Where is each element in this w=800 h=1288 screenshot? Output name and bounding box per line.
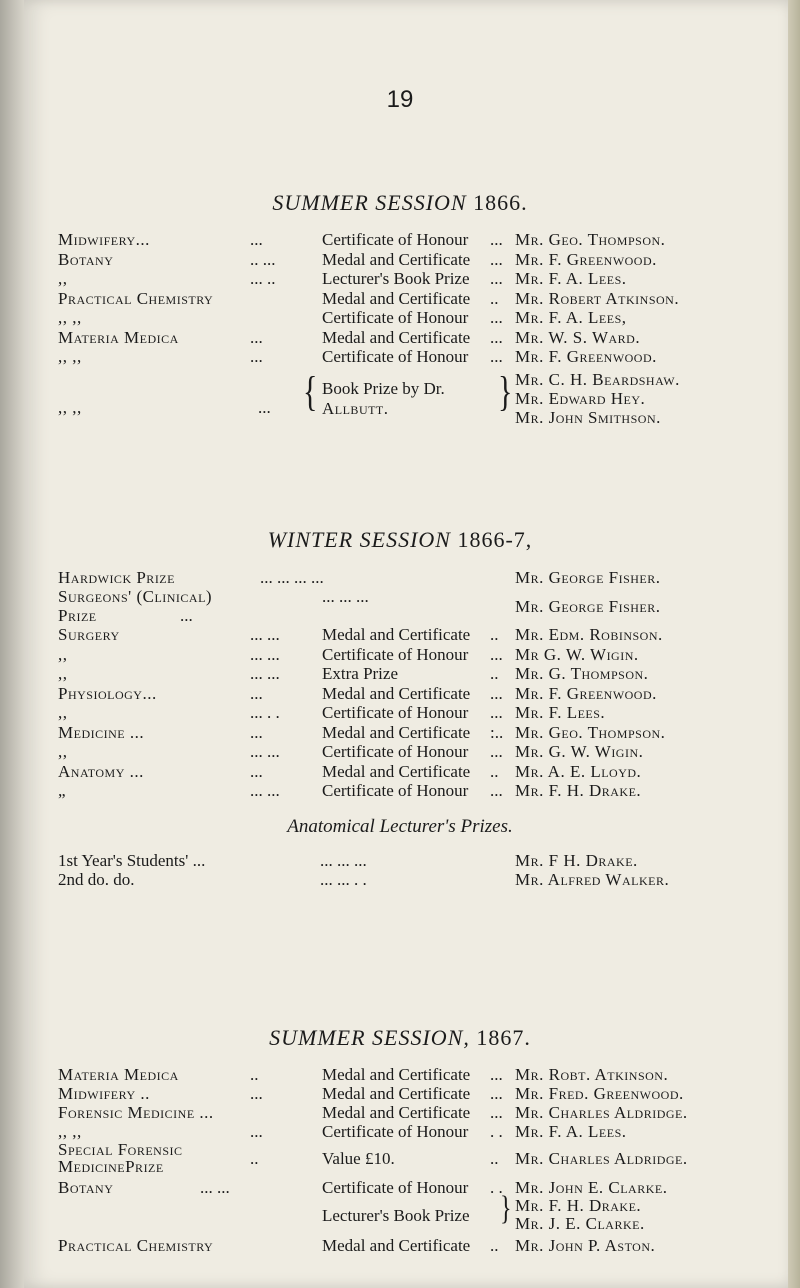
book-prize-line2: Allbutt.: [322, 399, 389, 418]
prize-cell: Lecturer's Book Prize: [322, 269, 470, 288]
leader-dots: ...: [250, 761, 263, 781]
winner-cell: Mr. Edm. Robinson.: [515, 625, 663, 644]
winner-cell: Mr. G. W. Wigin.: [515, 742, 644, 761]
table-row: [0, 347, 800, 367]
winner-cell: Mr. Geo. Thompson.: [515, 722, 666, 742]
summer-1866-year: 1866.: [473, 190, 528, 215]
leader-dots: ...: [250, 230, 263, 249]
table-row: [0, 1103, 800, 1123]
book-prize-row: ,, ,, ...: [58, 398, 271, 417]
table-row: [0, 723, 800, 743]
leader-dots: .. ...: [250, 249, 276, 269]
table-row: [0, 684, 800, 704]
prize-cell: Certificate of Honour: [322, 347, 469, 366]
leader-dots: ...: [490, 644, 503, 664]
page-number: 19: [386, 86, 414, 113]
book-prize-winner-3: Mr. John Smithson.: [515, 408, 661, 427]
subject-cell: „: [58, 781, 67, 800]
subject-cell: 2nd do. do.: [58, 870, 135, 889]
subject-cell: Materia Medica: [58, 327, 179, 347]
winner-cell: Mr. F. A. Lees.: [515, 269, 627, 288]
subject-cell: ,, ,,: [58, 347, 82, 366]
lecturer-1867-row: Lecturer's Book Prize: [322, 1206, 470, 1225]
leader-dots: ... ...: [250, 742, 280, 761]
subject-cell: Materia Medica: [58, 1065, 179, 1084]
leader-dots: ...: [490, 1103, 503, 1122]
leader-dots: ... ... ...: [320, 851, 367, 870]
subject-cell: Midwifery...: [58, 230, 150, 249]
subject-cell: Botany: [58, 249, 114, 269]
table-row: [0, 781, 800, 801]
lecturer-winner-1: Mr. F. H. Drake.: [515, 1196, 642, 1215]
subject-cell: Midwifery ..: [58, 1084, 150, 1103]
practical-1867-row: Practical Chemistry Medal and Certificate .. Mr. John P. Aston.: [58, 1236, 656, 1255]
left-brace: {: [303, 369, 318, 416]
table-row: [0, 870, 800, 890]
leader-dots: ...: [490, 1065, 503, 1084]
table-row: [0, 250, 800, 270]
winner-cell: Mr. F. Greenwood.: [515, 249, 657, 269]
subject-cell: 1st Year's Students' ...: [58, 851, 206, 870]
winner-cell: Mr. F. A. Lees,: [515, 308, 627, 327]
winner-cell: Mr. F. Greenwood.: [515, 347, 657, 366]
leader-dots: ...: [250, 327, 263, 347]
prize-cell: Certificate of Honour: [322, 742, 469, 761]
surgeons-row-1: Surgeons' (Clinical) ... ... ... Mr. George Fisher.: [58, 587, 661, 616]
right-brace: }: [498, 369, 513, 416]
winner-cell: Mr. F H. Drake.: [515, 851, 638, 870]
leader-dots: ...: [250, 683, 263, 703]
leader-dots: ... ... . .: [320, 870, 367, 889]
subject-cell: Anatomy ...: [58, 761, 144, 781]
winner-cell: Mr. Fred. Greenwood.: [515, 1084, 684, 1103]
winner-cell: Mr. Charles Aldridge.: [515, 1103, 688, 1122]
subject-cell: Forensic Medicine ...: [58, 1103, 214, 1122]
winner-cell: Mr. F. Greenwood.: [515, 683, 657, 703]
summer-1866-title: SUMMER SESSION: [272, 190, 467, 215]
prize-cell: Certificate of Honour: [322, 308, 469, 327]
leader-dots: ...: [250, 1084, 263, 1103]
leader-dots: ..: [490, 761, 499, 781]
leader-dots: ...: [490, 347, 503, 366]
table-row: [0, 1084, 800, 1104]
table-row: [0, 851, 800, 871]
winter-1866-title: WINTER SESSION: [267, 527, 451, 552]
subject-cell: Medicine ...: [58, 722, 145, 742]
subject-cell: ,, ,,: [58, 1122, 82, 1141]
leader-dots: ... ...: [250, 644, 280, 664]
winner-cell: Mr. F. H. Drake.: [515, 781, 642, 800]
table-row: [0, 762, 800, 782]
prize-cell: Medal and Certificate: [322, 625, 471, 644]
leader-dots: ... ...: [250, 781, 280, 800]
prize-cell: Certificate of Honour: [322, 1122, 469, 1141]
leader-dots: ...: [490, 781, 503, 800]
subject-cell: Practical Chemistry: [58, 288, 214, 308]
lecturer-winner-2: Mr. J. E. Clarke.: [515, 1214, 645, 1233]
prize-cell: Extra Prize: [322, 664, 398, 683]
leader-dots: ...: [490, 230, 503, 249]
anatomical-heading: Anatomical Lecturer's Prizes.: [287, 816, 513, 837]
book-prize-line1: Book Prize by Dr.: [322, 379, 445, 398]
winner-cell: Mr. Robt. Atkinson.: [515, 1065, 669, 1084]
leader-dots: ... . .: [250, 703, 280, 722]
subject-cell: ,,: [58, 742, 68, 761]
leader-dots: ...: [250, 722, 263, 742]
special-line-2: MedicinePrize ..: [58, 1149, 259, 1176]
winner-cell: Mr. W. S. Ward.: [515, 327, 641, 347]
leader-dots: . .: [490, 1122, 503, 1141]
leader-dots: ...: [490, 683, 503, 703]
prize-cell: Medal and Certificate: [322, 683, 471, 703]
prize-cell: Medal and Certificate: [322, 327, 471, 347]
winter-1866-heading: [0, 527, 800, 553]
subject-cell: ,,: [58, 269, 68, 288]
leader-dots: ..: [490, 664, 499, 683]
prize-cell: Medal and Certificate: [322, 1103, 471, 1122]
winner-cell: Mr. Geo. Thompson.: [515, 230, 666, 249]
winner-cell: Mr. F. Lees.: [515, 703, 606, 722]
prize-cell: Medal and Certificate: [322, 1084, 471, 1103]
leader-dots: ...: [490, 742, 503, 761]
leader-dots: ... ..: [250, 269, 276, 288]
summer-1867-title: SUMMER SESSION,: [269, 1025, 470, 1050]
prize-cell: Certificate of Honour: [322, 644, 469, 664]
prize-cell: Medal and Certificate: [322, 722, 471, 742]
table-row: [0, 645, 800, 665]
leader-dots: ..: [490, 288, 499, 308]
prize-cell: Certificate of Honour: [322, 230, 469, 249]
leader-dots: :..: [490, 722, 504, 742]
subject-cell: ,,: [58, 644, 68, 664]
table-row: [0, 328, 800, 348]
table-row: [0, 289, 800, 309]
botany-1867-row: Botany ... ... Certificate of Honour . . Mr. John E. Clarke.: [58, 1178, 668, 1197]
leader-dots: ..: [250, 1065, 259, 1084]
leader-dots: ...: [490, 1084, 503, 1103]
table-row: [0, 308, 800, 328]
hardwick-row: Hardwick Prize ... ... ... ... Mr. George Fisher.: [58, 568, 661, 587]
table-row: [0, 625, 800, 645]
right-brace-1867: }: [500, 1190, 512, 1228]
leader-dots: ...: [490, 327, 503, 347]
book-prize-winner-2: Mr. Edward Hey.: [515, 389, 646, 408]
winner-cell: Mr. Alfred Walker.: [515, 870, 670, 889]
summer-1867-year: 1867.: [476, 1025, 531, 1050]
winner-cell: Mr. F. A. Lees.: [515, 1122, 627, 1141]
leader-dots: ...: [490, 703, 503, 722]
subject-cell: Physiology...: [58, 683, 157, 703]
prize-cell: Medal and Certificate: [322, 761, 471, 781]
prize-cell: Certificate of Honour: [322, 781, 469, 800]
special-line-1: Special Forensic: [58, 1140, 183, 1159]
subject-cell: ,,: [58, 703, 68, 722]
winner-cell: Mr. Robert Atkinson.: [515, 288, 680, 308]
prize-cell: Medal and Certificate: [322, 288, 471, 308]
prize-cell: Medal and Certificate: [322, 249, 471, 269]
winner-cell: Mr. A. E. Lloyd.: [515, 761, 642, 781]
book-prize-winner-1: Mr. C. H. Beardshaw.: [515, 370, 680, 389]
surgeons-row-2: Prize ...: [58, 606, 193, 625]
subject-cell: Surgery: [58, 625, 120, 644]
winner-cell: Mr. G. Thompson.: [515, 664, 649, 683]
table-row: [0, 269, 800, 289]
leader-dots: ...: [490, 269, 503, 288]
table-row: [0, 1122, 800, 1142]
prize-cell: Medal and Certificate: [322, 1065, 471, 1084]
leader-dots: ...: [250, 347, 263, 366]
summer-1867-heading: [0, 1025, 800, 1051]
subject-cell: ,, ,,: [58, 308, 82, 327]
leader-dots: ..: [490, 625, 499, 644]
table-row: [0, 230, 800, 250]
winter-1866-year: 1866-7,: [457, 527, 533, 552]
leader-dots: ... ...: [250, 625, 280, 644]
winner-cell: Mr G. W. Wigin.: [515, 644, 639, 664]
table-row: [0, 1065, 800, 1085]
leader-dots: ...: [250, 1122, 263, 1141]
leader-dots: ... ...: [250, 664, 280, 683]
summer-1866-heading: [0, 190, 800, 216]
special-row: Value £10. .. Mr. Charles Aldridge.: [322, 1149, 688, 1168]
subject-cell: ,,: [58, 664, 68, 683]
table-row: [0, 742, 800, 762]
leader-dots: ...: [490, 249, 503, 269]
leader-dots: ...: [490, 308, 503, 327]
prize-cell: Certificate of Honour: [322, 703, 469, 722]
table-row: [0, 664, 800, 684]
table-row: [0, 703, 800, 723]
